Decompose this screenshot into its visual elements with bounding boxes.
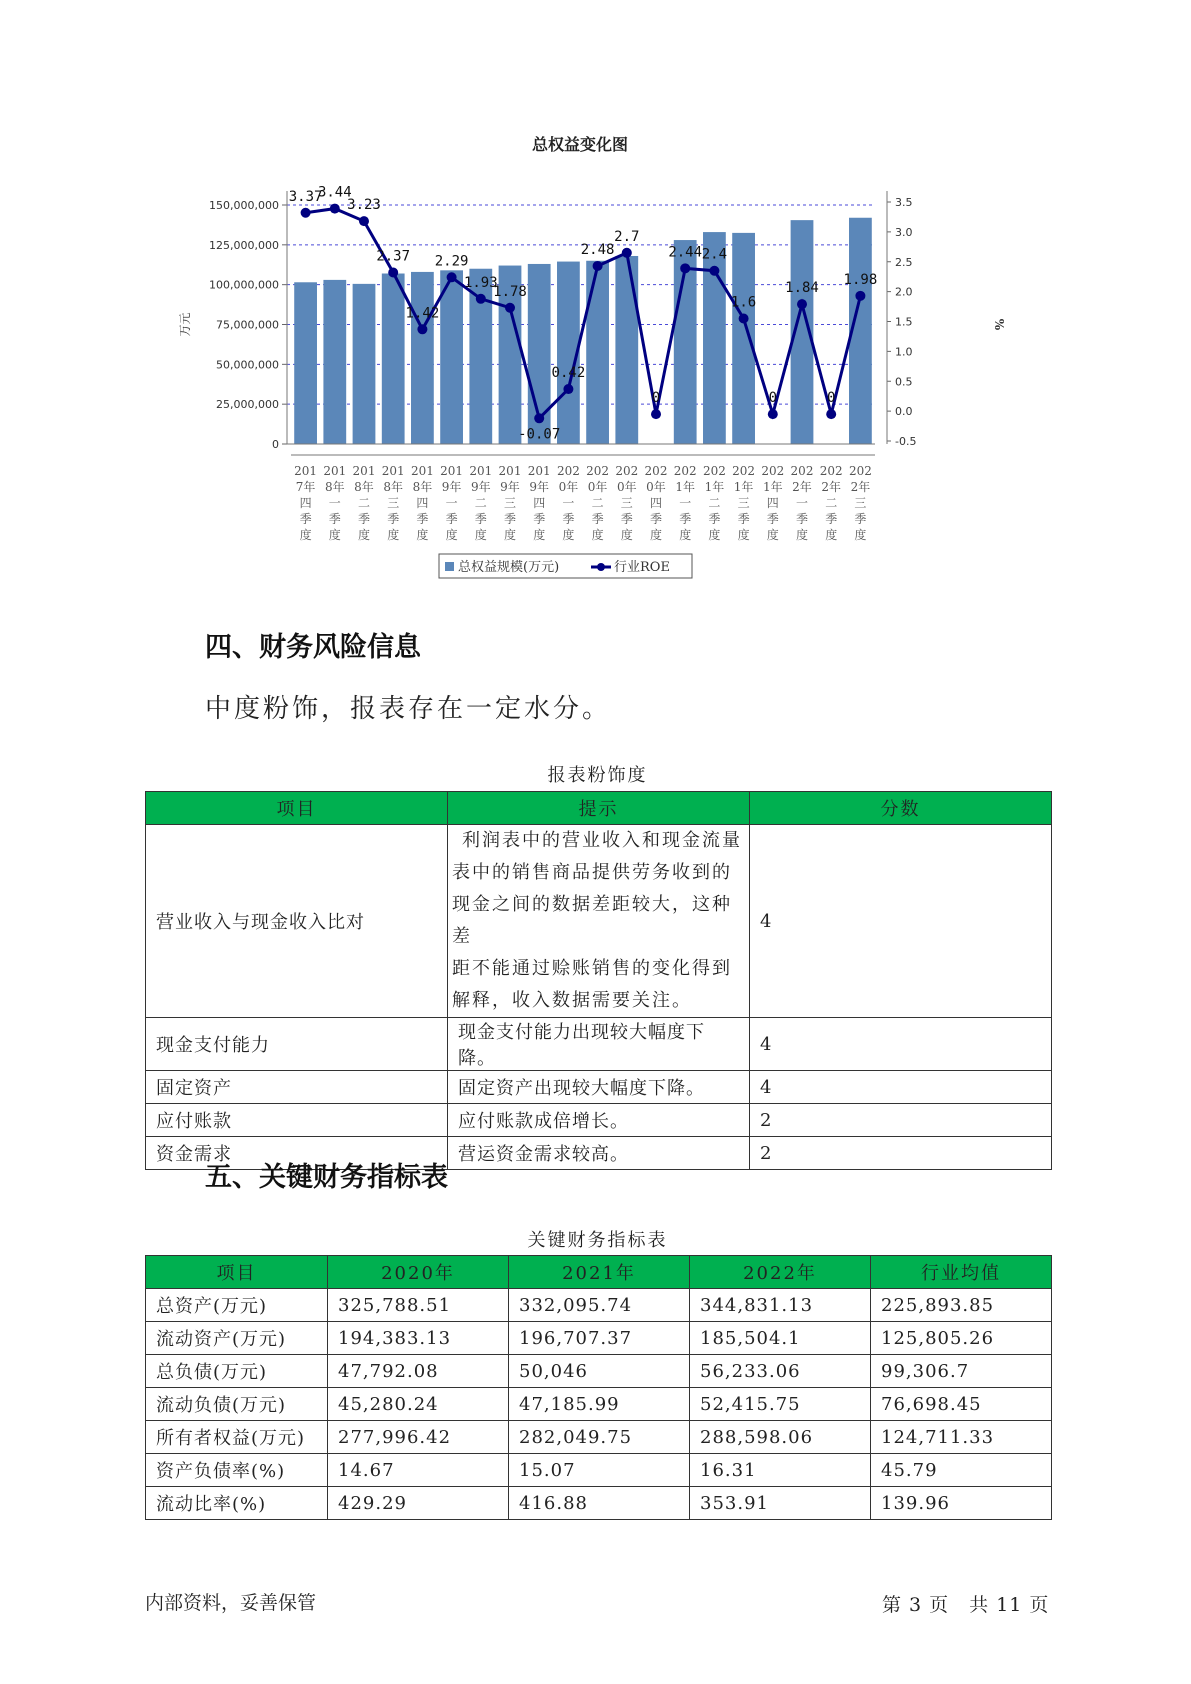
x-tick-label: 度 (416, 528, 429, 542)
bar (732, 233, 755, 444)
x-tick-label: 四 (766, 496, 779, 510)
x-tick-label: 度 (854, 528, 867, 542)
roe-data-label: 1.6 (730, 294, 757, 311)
x-tick-label: 201 (294, 464, 318, 478)
bar (703, 232, 726, 444)
x-tick-label: 一 (679, 496, 692, 510)
x-tick-label: 1年 (762, 480, 783, 494)
key-value: 15.07 (509, 1454, 690, 1487)
key-item: 所有者权益(万元) (146, 1421, 328, 1454)
x-tick-label: 度 (766, 528, 779, 542)
risk-hint-line: 应付账款成倍增长。 (458, 1111, 629, 1132)
roe-data-label: 3.23 (347, 197, 381, 214)
x-tick-label: 9年 (529, 480, 550, 494)
x-tick-label: 202 (819, 464, 843, 478)
x-tick-label: 9年 (470, 480, 491, 494)
roe-point (447, 272, 457, 282)
x-tick-label: 四 (649, 496, 663, 510)
key-row (146, 1355, 1052, 1388)
key-item: 流动负债(万元) (146, 1388, 328, 1421)
x-tick-label: 季 (649, 512, 663, 526)
x-tick-label: 季 (620, 512, 633, 526)
roe-data-label: 1.93 (463, 274, 498, 291)
key-value: 277,996.42 (328, 1421, 509, 1454)
risk-hint (448, 1104, 750, 1137)
key-value: 344,831.13 (690, 1289, 871, 1322)
risk-table-header (146, 792, 1052, 825)
risk-item: 现金支付能力 (146, 1018, 448, 1071)
roe-point (476, 294, 486, 304)
roe-point (739, 314, 749, 324)
bar (294, 282, 317, 444)
risk-hint (448, 1018, 750, 1071)
key-header-cell: 2021年 (509, 1256, 690, 1289)
roe-data-label: 0 (826, 390, 836, 407)
x-tick-label: 度 (679, 528, 692, 542)
roe-point (768, 409, 778, 419)
bar (353, 284, 376, 444)
x-tick-label: 202 (615, 464, 639, 478)
x-tick-label: 8年 (412, 480, 433, 494)
x-axis-band (291, 454, 875, 456)
x-tick-label: 度 (357, 528, 371, 542)
legend-line-label: 行业ROE (614, 560, 670, 575)
risk-hint-line: 现金支付能力出现较大幅度下降。 (458, 1022, 705, 1069)
roe-point (359, 216, 369, 226)
key-item: 流动资产(万元) (146, 1322, 328, 1355)
risk-score: 4 (750, 1071, 1052, 1104)
roe-point (797, 299, 807, 309)
key-value: 14.67 (328, 1454, 509, 1487)
y2-tick-label: 2.5 (895, 255, 913, 269)
x-tick-label: 201 (323, 464, 347, 478)
x-tick-label: 202 (673, 464, 697, 478)
bar (323, 280, 346, 444)
key-value: 47,792.08 (328, 1355, 509, 1388)
y2-tick-label: 1.0 (895, 345, 913, 359)
equity-chart (160, 135, 1040, 600)
x-tick-label: 度 (503, 528, 517, 542)
risk-score: 2 (750, 1104, 1052, 1137)
risk-hint-line: 固定资产出现较大幅度下降。 (458, 1078, 705, 1099)
bar (586, 261, 609, 444)
x-tick-label: 度 (708, 528, 721, 542)
risk-score: 2 (750, 1137, 1052, 1170)
roe-point (709, 266, 719, 276)
key-value: 45,280.24 (328, 1388, 509, 1421)
key-header-cell: 行业均值 (871, 1256, 1052, 1289)
risk-item: 资金需求 (146, 1137, 448, 1170)
x-tick-label: 季 (737, 512, 750, 526)
roe-data-label: 2.29 (434, 253, 469, 270)
roe-data-label: 1.84 (785, 280, 819, 297)
roe-data-label: 3.44 (317, 184, 352, 201)
bar (440, 270, 463, 444)
x-tick-label: 季 (503, 512, 517, 526)
roe-data-label: 1.78 (493, 283, 527, 300)
key-indicator-table (145, 1255, 1052, 1520)
x-tick-label: 季 (591, 512, 604, 526)
x-tick-label: 度 (299, 528, 312, 542)
x-tick-label: 2年 (821, 480, 842, 494)
key-value: 225,893.85 (871, 1289, 1052, 1322)
roe-point (417, 324, 427, 334)
x-tick-label: 四 (299, 496, 312, 510)
y2-tick-label: 3.0 (895, 225, 913, 239)
x-tick-label: 三 (854, 496, 867, 510)
x-tick-label: 201 (381, 464, 405, 478)
x-tick-label: 2年 (850, 480, 871, 494)
key-value: 76,698.45 (871, 1388, 1052, 1421)
x-tick-label: 度 (445, 528, 458, 542)
x-tick-label: 2年 (792, 480, 812, 494)
x-tick-label: 季 (445, 512, 458, 526)
x-tick-label: 9年 (441, 480, 462, 494)
x-tick-label: 二 (357, 496, 371, 510)
roe-point (855, 291, 865, 301)
x-tick-label: 202 (644, 464, 668, 478)
key-value: 52,415.75 (690, 1388, 871, 1421)
footer-confidential: 内部资料，妥善保管 (145, 1592, 317, 1614)
x-tick-label: 季 (679, 512, 692, 526)
x-tick-label: 季 (854, 512, 867, 526)
y-tick-label: 25,000,000 (216, 398, 279, 412)
key-row (146, 1454, 1052, 1487)
equity-chart-svg (160, 135, 1040, 600)
risk-item: 营业收入与现金收入比对 (146, 825, 448, 1018)
risk-hint (448, 1137, 750, 1170)
legend-bar-label: 总权益规模(万元) (458, 560, 560, 575)
roe-point (593, 261, 603, 271)
x-tick-label: 三 (737, 496, 750, 510)
key-value: 288,598.06 (690, 1421, 871, 1454)
legend-bar-swatch (445, 562, 454, 571)
x-tick-label: 1年 (733, 480, 754, 494)
x-tick-label: 0年 (558, 480, 579, 494)
x-tick-label: 7年 (295, 480, 316, 494)
risk-score: 4 (750, 1018, 1052, 1071)
bar (615, 256, 638, 444)
x-tick-label: 1年 (704, 480, 725, 494)
key-value: 353.91 (690, 1487, 871, 1520)
y2-tick-label: 2.0 (895, 285, 913, 299)
roe-data-label: 1.98 (843, 271, 878, 288)
x-tick-label: 一 (795, 496, 809, 510)
roe-data-label: 0 (651, 390, 661, 407)
key-value: 332,095.74 (509, 1289, 690, 1322)
x-tick-label: 0年 (587, 480, 608, 494)
risk-header-cell: 分数 (750, 792, 1052, 825)
y2-tick-label: 0.5 (895, 375, 913, 389)
x-tick-label: 1年 (675, 480, 696, 494)
x-tick-label: 度 (328, 528, 341, 542)
y-tick-label: 150,000,000 (209, 199, 279, 212)
key-row (146, 1421, 1052, 1454)
section4-heading: 四、财务风险信息 (205, 632, 421, 663)
roe-point (826, 409, 836, 419)
roe-data-label: -0.07 (518, 426, 561, 443)
y2-tick-label: 1.5 (895, 315, 913, 329)
x-tick-label: 二 (708, 496, 721, 510)
roe-data-label: 0 (768, 390, 778, 407)
key-value: 124,711.33 (871, 1421, 1052, 1454)
roe-data-label: 2.44 (668, 244, 703, 261)
x-tick-label: 202 (848, 464, 872, 478)
risk-row (146, 825, 1052, 1018)
footer-page-number: 第 3 页 共 11 页 (882, 1594, 1050, 1616)
key-header-cell: 2022年 (690, 1256, 871, 1289)
key-header-cell: 2020年 (328, 1256, 509, 1289)
risk-score: 4 (750, 825, 1052, 1018)
key-row (146, 1289, 1052, 1322)
roe-data-label: 2.7 (614, 228, 640, 245)
risk-item: 固定资产 (146, 1071, 448, 1104)
x-tick-label: 201 (410, 464, 434, 478)
key-value: 16.31 (690, 1454, 871, 1487)
key-value: 99,306.7 (871, 1355, 1052, 1388)
x-tick-label: 201 (498, 464, 522, 478)
x-tick-label: 一 (445, 496, 458, 510)
x-tick-label: 季 (328, 512, 341, 526)
key-value: 325,788.51 (328, 1289, 509, 1322)
x-tick-label: 季 (416, 512, 429, 526)
x-tick-label: 季 (533, 512, 546, 526)
key-header-cell: 项目 (146, 1256, 328, 1289)
x-tick-label: 201 (527, 464, 551, 478)
key-value: 50,046 (509, 1355, 690, 1388)
x-tick-label: 度 (620, 528, 633, 542)
key-value: 47,185.99 (509, 1388, 690, 1421)
x-tick-label: 度 (387, 528, 400, 542)
y-tick-label: 0 (272, 438, 279, 451)
x-tick-label: 度 (825, 528, 838, 542)
x-tick-label: 度 (533, 528, 546, 542)
x-tick-label: 8年 (324, 480, 345, 494)
legend-line-marker (597, 563, 605, 571)
x-tick-label: 201 (352, 464, 376, 478)
risk-hint-line: 距不能通过赊账销售的变化得到 (452, 958, 732, 979)
roe-point (301, 208, 311, 218)
x-tick-label: 201 (469, 464, 493, 478)
roe-point (622, 248, 632, 258)
x-tick-label: 三 (620, 496, 633, 510)
x-tick-label: 一 (328, 496, 341, 510)
key-item: 流动比率(%) (146, 1487, 328, 1520)
roe-data-label: 1.42 (405, 305, 440, 322)
key-value: 429.29 (328, 1487, 509, 1520)
risk-row (146, 1018, 1052, 1071)
y2-axis-label: % (992, 318, 1006, 331)
x-tick-label: 度 (562, 528, 575, 542)
key-row (146, 1322, 1052, 1355)
key-table-header (146, 1256, 1052, 1289)
key-row (146, 1388, 1052, 1421)
x-tick-label: 202 (732, 464, 756, 478)
x-tick-label: 度 (649, 528, 663, 542)
x-tick-label: 二 (591, 496, 604, 510)
x-tick-label: 季 (387, 512, 400, 526)
x-tick-label: 8年 (383, 480, 404, 494)
x-tick-label: 季 (825, 512, 838, 526)
key-item: 总资产(万元) (146, 1289, 328, 1322)
key-value: 139.96 (871, 1487, 1052, 1520)
key-table-caption: 关键财务指标表 (527, 1230, 668, 1251)
risk-table-caption: 报表粉饰度 (547, 765, 648, 786)
y-axis-label: 万元 (178, 312, 192, 337)
risk-hint-line: 解释，收入数据需要关注。 (452, 990, 692, 1011)
y2-tick-label: 3.5 (895, 196, 913, 209)
x-tick-label: 0年 (616, 480, 637, 494)
y-tick-label: 50,000,000 (216, 358, 279, 372)
x-tick-label: 季 (795, 512, 809, 526)
x-tick-label: 202 (556, 464, 580, 478)
roe-point (388, 268, 398, 278)
section5-heading: 五、关键财务指标表 (205, 1162, 448, 1193)
key-value: 194,383.13 (328, 1322, 509, 1355)
key-value: 196,707.37 (509, 1322, 690, 1355)
roe-point (651, 409, 661, 419)
bar (382, 274, 405, 444)
x-tick-label: 202 (586, 464, 610, 478)
risk-hint (448, 825, 750, 1018)
risk-header-cell: 提示 (448, 792, 750, 825)
risk-hint (448, 1071, 750, 1104)
x-tick-label: 202 (790, 464, 814, 478)
risk-row (146, 1071, 1052, 1104)
y-tick-label: 125,000,000 (209, 238, 279, 252)
key-item: 资产负债率(%) (146, 1454, 328, 1487)
roe-point (534, 413, 544, 423)
risk-hint-line: 现金之间的数据差距较大，这种差 (452, 894, 732, 947)
x-tick-label: 201 (440, 464, 464, 478)
risk-table (145, 791, 1052, 1170)
x-tick-label: 202 (702, 464, 726, 478)
key-value: 282,049.75 (509, 1421, 690, 1454)
key-value: 56,233.06 (690, 1355, 871, 1388)
risk-header-cell: 项目 (146, 792, 448, 825)
x-tick-label: 8年 (354, 480, 374, 494)
x-tick-label: 季 (766, 512, 779, 526)
x-tick-label: 四 (416, 496, 429, 510)
key-row (146, 1487, 1052, 1520)
x-tick-label: 季 (474, 512, 487, 526)
roe-data-label: 0.42 (551, 365, 586, 382)
key-value: 45.79 (871, 1454, 1052, 1487)
roe-point (330, 204, 340, 214)
risk-hint-line: 表中的销售商品提供劳务收到的 (452, 862, 732, 883)
x-tick-label: 二 (825, 496, 838, 510)
roe-point (563, 384, 573, 394)
x-tick-label: 二 (474, 496, 487, 510)
risk-item: 应付账款 (146, 1104, 448, 1137)
x-tick-label: 202 (761, 464, 785, 478)
y2-tick-label: -0.5 (895, 435, 917, 448)
roe-data-label: 2.37 (376, 248, 411, 265)
x-tick-label: 9年 (500, 480, 520, 494)
roe-data-label: 2.4 (701, 246, 728, 263)
x-tick-label: 度 (795, 528, 809, 542)
key-value: 125,805.26 (871, 1322, 1052, 1355)
risk-summary: 中度粉饰，报表存在一定水分。 (205, 694, 612, 724)
roe-point (680, 263, 690, 273)
x-tick-label: 季 (708, 512, 721, 526)
roe-data-label: 3.37 (288, 188, 323, 205)
chart-title: 总权益变化图 (531, 135, 629, 154)
roe-data-label: 2.48 (580, 241, 615, 258)
risk-hint-line: 利润表中的营业收入和现金流量 (462, 830, 742, 851)
x-tick-label: 季 (299, 512, 312, 526)
x-tick-label: 一 (562, 496, 575, 510)
x-tick-label: 三 (387, 496, 400, 510)
risk-hint-line: 营运资金需求较高。 (458, 1144, 629, 1165)
x-tick-label: 三 (503, 496, 517, 510)
bar (411, 272, 434, 444)
x-tick-label: 度 (737, 528, 750, 542)
x-tick-label: 四 (533, 496, 546, 510)
x-tick-label: 季 (357, 512, 371, 526)
y-tick-label: 100,000,000 (209, 278, 279, 292)
y2-tick-label: 0.0 (895, 405, 913, 419)
risk-row (146, 1104, 1052, 1137)
x-tick-label: 季 (562, 512, 575, 526)
x-tick-label: 0年 (646, 480, 666, 494)
key-value: 416.88 (509, 1487, 690, 1520)
y-tick-label: 75,000,000 (216, 318, 279, 332)
roe-point (505, 303, 515, 313)
x-tick-label: 度 (474, 528, 487, 542)
x-tick-label: 度 (591, 528, 604, 542)
key-value: 185,504.1 (690, 1322, 871, 1355)
key-item: 总负债(万元) (146, 1355, 328, 1388)
